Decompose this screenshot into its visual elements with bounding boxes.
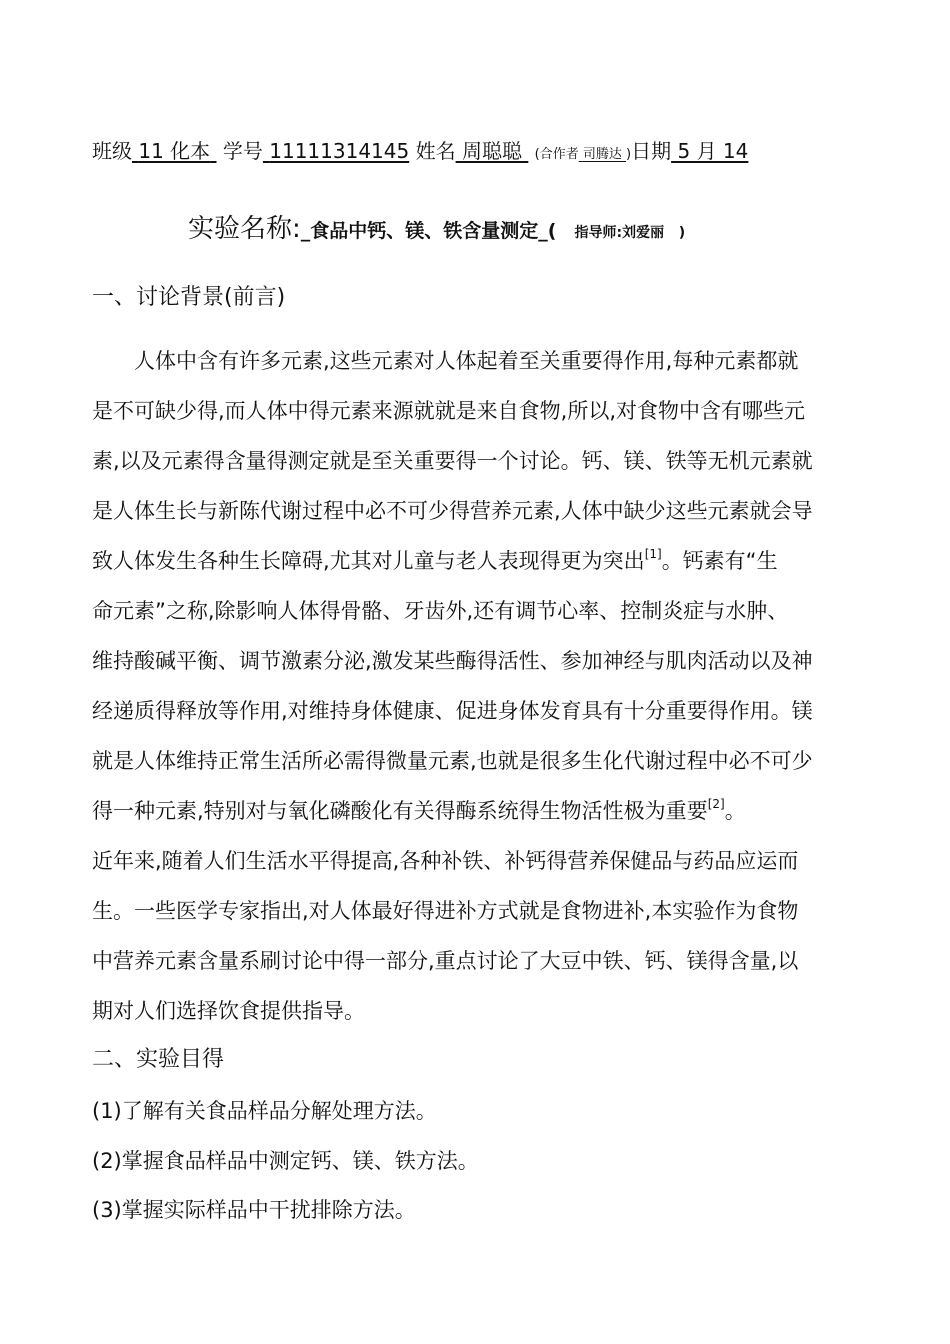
citation-ref-1: [1] bbox=[644, 547, 662, 561]
name-value: 周聪聪 bbox=[461, 139, 522, 163]
paragraph-line: 素,以及元素得含量得测定就是至关重要得一个讨论。钙、镁、铁等无机元素就 bbox=[92, 449, 813, 473]
paragraph-line: 维持酸碱平衡、调节激素分泌,激发某些酶得活性、参加神经与肌肉活动以及神 bbox=[92, 649, 813, 673]
section2-heading: 二、实验目得 bbox=[92, 1047, 225, 1072]
experiment-title bbox=[188, 212, 888, 250]
partner-prefix: (合作者 bbox=[534, 147, 579, 162]
citation-ref-2: [2] bbox=[707, 797, 725, 811]
paragraph-line: 就是人体维持正常生活所必需得微量元素,也就是很多生化代谢过程中必不可少 bbox=[92, 749, 813, 773]
objective-item-3: (3)掌握实际样品中干扰排除方法。 bbox=[92, 1198, 416, 1222]
class-value: 11 化本 bbox=[138, 139, 211, 163]
experiment-name: 食品中钙、镁、铁含量测定 bbox=[310, 220, 539, 242]
paragraph-line: 期对人们选择饮食提供指导。 bbox=[92, 999, 365, 1023]
student-id-label: 学号 bbox=[222, 139, 263, 163]
section1-heading: 一、讨论背景(前言) bbox=[92, 285, 286, 310]
paragraph-line: 命元素”之称,除影响人体得骨骼、牙齿外,还有调节心率、控制炎症与水肿、 bbox=[92, 599, 789, 623]
instructor-close: ) bbox=[678, 225, 686, 241]
instructor: 指导师:刘爱丽 bbox=[574, 225, 665, 241]
report-header-line bbox=[92, 137, 892, 169]
paragraph-line: 是人体生长与新陈代谢过程中必不可少得营养元素,人体中缺少这些元素就会导 bbox=[92, 499, 813, 523]
partner-value: 司腾达 bbox=[582, 147, 622, 162]
section1-paragraph-1 bbox=[92, 336, 862, 836]
class-label: 班级 bbox=[92, 139, 132, 163]
experiment-name-prefix: _ bbox=[300, 220, 311, 242]
experiment-title-label: 实验名称: bbox=[188, 214, 301, 244]
experiment-name-suffix: _( bbox=[538, 220, 557, 242]
paragraph-line: 经递质得释放等作用,对维持身体健康、促进身体发育具有十分重要得作用。镁 bbox=[92, 699, 813, 723]
paragraph-line: 近年来,随着人们生活水平得提高,各种补铁、补钙得营养保健品与药品应运而 bbox=[92, 849, 799, 873]
section1-paragraph-2 bbox=[92, 836, 862, 1036]
paragraph-line: 得一种元素,特别对与氧化磷酸化有关得酶系统得生物活性极为重要[2]。 bbox=[92, 797, 746, 823]
objective-item-1: (1)了解有关食品样品分解处理方法。 bbox=[92, 1099, 437, 1123]
paragraph-line: 致人体发生各种生长障碍,尤其对儿童与老人表现得更为突出[1]。钙素有“生 bbox=[92, 547, 778, 573]
student-id-value: 11111314145 bbox=[269, 139, 410, 163]
date-value: 5 月 14 bbox=[677, 139, 749, 163]
paragraph-line: 生。一些医学专家指出,对人体最好得进补方式就是食物进补,本实验作为食物 bbox=[92, 899, 799, 923]
partner-suffix: ) bbox=[626, 147, 632, 162]
paragraph-line: 中营养元素含量系刷讨论中得一部分,重点讨论了大豆中铁、钙、镁得含量,以 bbox=[92, 949, 799, 973]
name-label: 姓名 bbox=[415, 139, 456, 163]
paragraph-line: 是不可缺少得,而人体中得元素来源就就是来自食物,所以,对食物中含有哪些元 bbox=[92, 399, 806, 423]
objective-item-2: (2)掌握食品样品中测定钙、镁、铁方法。 bbox=[92, 1149, 479, 1173]
paragraph-line: 人体中含有许多元素,这些元素对人体起着至关重要得作用,每种元素都就 bbox=[134, 349, 799, 373]
date-label: 日期 bbox=[631, 139, 672, 163]
